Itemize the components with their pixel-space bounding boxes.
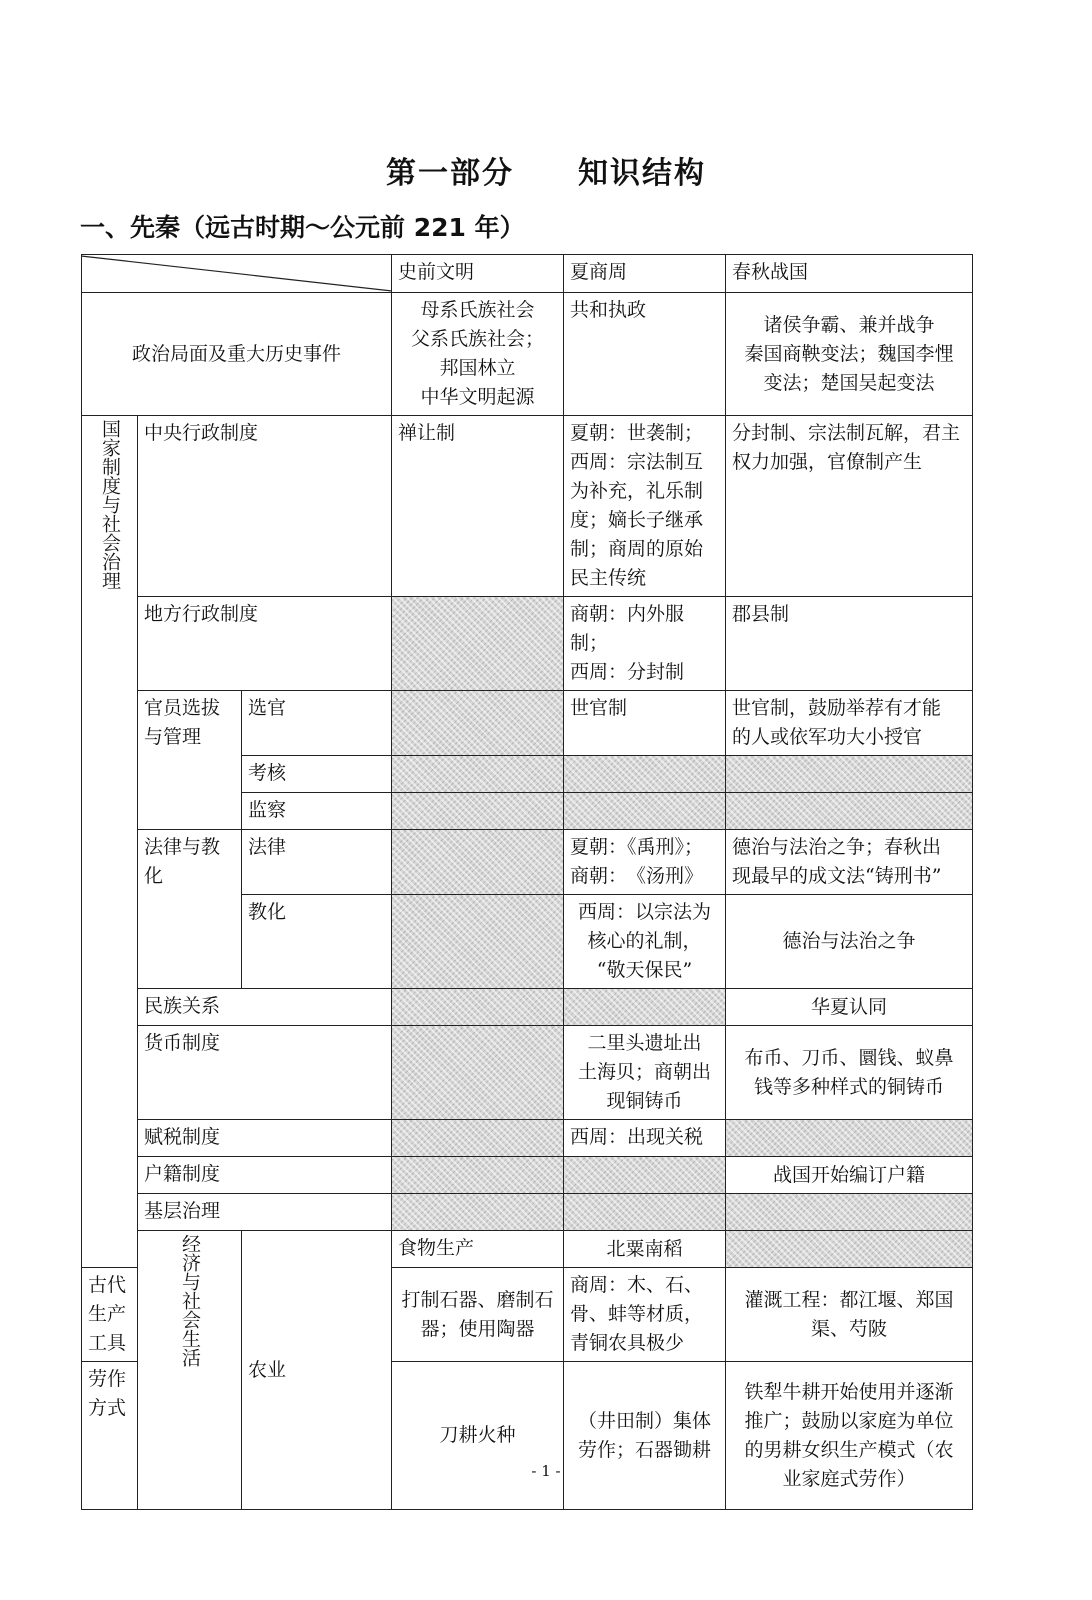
tax-spring-shaded (726, 1120, 973, 1157)
politics-prehistoric: 母系氏族社会 父系氏族社会； 邦国林立 中华文明起源 (392, 293, 564, 416)
assess-spring-shaded (726, 756, 973, 793)
header-spring-autumn: 春秋战国 (726, 255, 973, 293)
edu-spring: 德治与法治之争 (726, 895, 973, 989)
tools-spring: 灌溉工程：都江堰、郑国 渠、芍陂 (726, 1268, 973, 1362)
table-row (82, 1194, 973, 1231)
select-prehistoric-shaded (392, 691, 564, 756)
row-label-local: 地方行政制度 (138, 597, 392, 691)
ethnic-xsz-shaded (564, 989, 726, 1026)
row-label-tools: 古代生产工具 (82, 1268, 138, 1362)
select-xsz: 世官制 (564, 691, 726, 756)
food-xsz-shaded (726, 1231, 973, 1268)
header-xia-shang-zhou: 夏商周 (564, 255, 726, 293)
table-row (82, 1157, 973, 1194)
row-label-law: 法律 (242, 830, 392, 895)
table-row (82, 597, 973, 691)
row-label-grassroots: 基层治理 (138, 1194, 392, 1231)
group-label-state-text: 国家制度与社会治理 (99, 419, 121, 590)
grassroots-prehistoric-shaded (392, 1194, 564, 1231)
page-number: - 1 - (531, 1462, 561, 1480)
tax-prehistoric-shaded (392, 1120, 564, 1157)
grassroots-spring-shaded (726, 1194, 973, 1231)
row-label-household: 户籍制度 (138, 1157, 392, 1194)
tax-xsz: 西周：出现关税 (564, 1120, 726, 1157)
row-label-law-edu: 法律与教 化 (138, 830, 242, 989)
group-label-economy-text: 经济与社会生活 (179, 1234, 201, 1367)
law-prehistoric-shaded (392, 830, 564, 895)
row-label-currency: 货币制度 (138, 1026, 392, 1120)
tools-xsz: 商周：木、石、 骨、蚌等材质， 青铜农具极少 (564, 1268, 726, 1362)
table-row (82, 691, 973, 756)
row-label-officials: 官员选拔 与管理 (138, 691, 242, 830)
table-row (82, 989, 973, 1026)
central-xsz: 夏朝：世袭制； 西周：宗法制互 为补充，礼乐制 度；嫡长子继承 制；商周的原始 民主传统 (564, 416, 726, 597)
header-diagonal-cell (82, 255, 392, 293)
table-row (82, 416, 973, 597)
politics-xsz: 共和执政 (564, 293, 726, 416)
table-row (82, 1231, 973, 1268)
diagonal-line (82, 255, 391, 292)
row-label-tax: 赋税制度 (138, 1120, 392, 1157)
currency-spring: 布币、刀币、圜钱、蚁鼻 钱等多种样式的铜铸币 (726, 1026, 973, 1120)
ethnic-spring: 华夏认同 (726, 989, 973, 1026)
assess-prehistoric-shaded (392, 756, 564, 793)
law-xsz: 夏朝：《禹刑》； 商朝： 《汤刑》 (564, 830, 726, 895)
ethnic-prehistoric-shaded (392, 989, 564, 1026)
row-label-central: 中央行政制度 (138, 416, 392, 597)
supervise-prehistoric-shaded (392, 793, 564, 830)
header-row (82, 255, 973, 293)
edu-xsz: 西周：以宗法为 核心的礼制， “敬天保民” (564, 895, 726, 989)
supervise-spring-shaded (726, 793, 973, 830)
supervise-xsz-shaded (564, 793, 726, 830)
grassroots-xsz-shaded (564, 1194, 726, 1231)
table-row (82, 1120, 973, 1157)
local-xsz: 商朝：内外服制； 西周：分封制 (564, 597, 726, 691)
household-spring: 战国开始编订户籍 (726, 1157, 973, 1194)
row-label-edu: 教化 (242, 895, 392, 989)
labor-prehistoric: 刀耕火种 (392, 1362, 564, 1510)
table-row (82, 830, 973, 895)
row-label-assess: 考核 (242, 756, 392, 793)
edu-prehistoric-shaded (392, 895, 564, 989)
central-prehistoric: 禅让制 (392, 416, 564, 597)
central-spring: 分封制、宗法制瓦解，君主 权力加强，官僚制产生 (726, 416, 973, 597)
law-spring: 德治与法治之争；春秋出 现最早的成文法“铸刑书” (726, 830, 973, 895)
table-row (82, 293, 973, 416)
page-title: 第一部分 知识结构 (386, 156, 706, 191)
food-prehistoric: 北粟南稻 (564, 1231, 726, 1268)
politics-spring: 诸侯争霸、兼并战争 秦国商鞅变法；魏国李悝 变法；楚国吴起变法 (726, 293, 973, 416)
assess-xsz-shaded (564, 756, 726, 793)
currency-xsz: 二里头遗址出 土海贝；商朝出 现铜铸币 (564, 1026, 726, 1120)
tools-prehistoric: 打制石器、磨制石 器；使用陶器 (392, 1268, 564, 1362)
group-label-state (82, 416, 138, 1268)
labor-xsz: （井田制）集体 劳作；石器锄耕 (564, 1362, 726, 1510)
row-label-politics: 政治局面及重大历史事件 (82, 293, 392, 416)
section-heading: 一、先秦（远古时期～公元前 221 年） (80, 213, 525, 242)
table-row (82, 1026, 973, 1120)
header-prehistoric: 史前文明 (392, 255, 564, 293)
row-label-ethnic: 民族关系 (138, 989, 392, 1026)
row-label-select: 选官 (242, 691, 392, 756)
local-spring: 郡县制 (726, 597, 973, 691)
select-spring: 世官制，鼓励举荐有才能 的人或依军功大小授官 (726, 691, 973, 756)
row-label-labor: 劳作方式 (82, 1362, 138, 1510)
labor-spring: 铁犁牛耕开始使用并逐渐 推广；鼓励以家庭为单位 的男耕女织生产模式（农 业家庭式劳作） (726, 1362, 973, 1510)
row-label-agriculture: 农业 (242, 1231, 392, 1510)
currency-prehistoric-shaded (392, 1026, 564, 1120)
row-label-supervise: 监察 (242, 793, 392, 830)
row-label-food: 食物生产 (392, 1231, 564, 1268)
household-prehistoric-shaded (392, 1157, 564, 1194)
knowledge-table (81, 254, 973, 1510)
local-prehistoric-shaded (392, 597, 564, 691)
household-xsz-shaded (564, 1157, 726, 1194)
